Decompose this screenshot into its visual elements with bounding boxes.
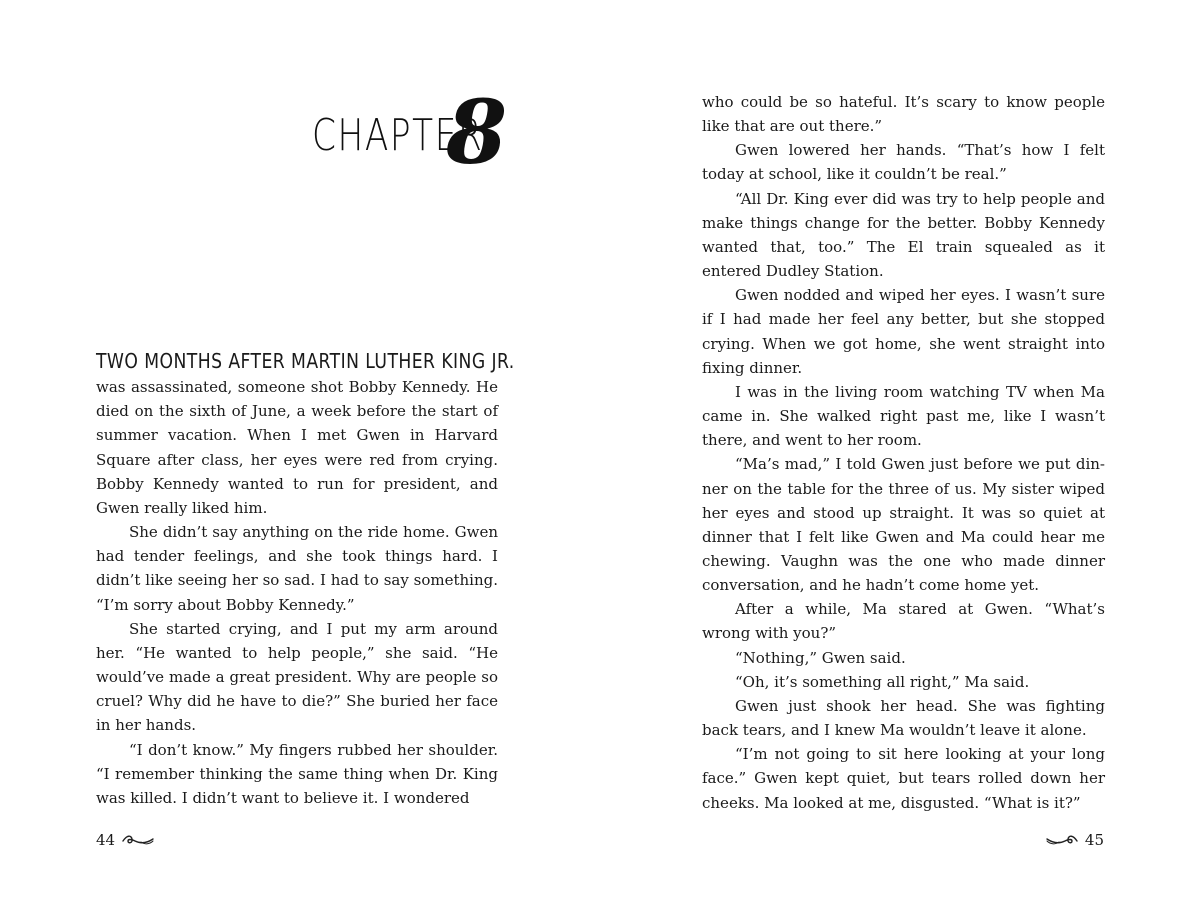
paragraph: I was in the living room watching TV when Ma came in. She walked right past me, like I wasn’t there, and went to her room. (702, 382, 1105, 450)
paragraph: Gwen nodded and wiped her eyes. I wasn’t sure if I had made her feel any better, but she stopped crying. When we got home, she went straight into fixing dinner. (702, 286, 1105, 377)
page-number: 45 (1084, 831, 1104, 849)
paragraph: “Nothing,” Gwen said. (735, 648, 906, 667)
paragraph: Gwen lowered her hands. “That’s how I felt today at school, like it couldn’t be real.” (702, 141, 1105, 184)
flourish-ornament-icon (1045, 833, 1079, 847)
paragraph: “I’m not going to sit here looking at your long face.” Gwen kept quiet, but tears rolled down her cheeks. Ma looked at me, disgusted. “What is it?” (702, 745, 1105, 812)
chapter-lead-in: TWO MONTHS AFTER MARTIN LUTHER KING JR. (96, 349, 515, 373)
page-number-left (96, 828, 155, 852)
paragraph: She didn’t say anything on the ride home. Gwen had tender feelings, and she took things hard. I didn’t like seeing her so sad. I had to say something. “I’m sorry about Bobby Kennedy.” (96, 523, 498, 614)
continued-paragraph: who could be so hateful. It’s scary to know people like that are out there.” (702, 93, 1105, 136)
paragraph: She started crying, and I put my arm around her. “He wanted to help people,” she said. “He would’ve made a great president. Why are people so cruel? Why did he have to die?” She buried her face in her hands. (96, 619, 498, 735)
chapter-heading (300, 80, 510, 184)
paragraph: “Ma’s mad,” I told Gwen just before we put dinner on the table for the three of us. My sister wiped her eyes and stood up straight. It was so quiet at dinner that I felt like Gwen and Ma could hear me chewing. Vaughn was the one who made dinner conversation, and he hadn’t come home yet. (702, 455, 1105, 595)
right-page-text (702, 90, 1105, 815)
paragraph: Gwen just shook her head. She was fighting back tears, and I knew Ma wouldn’t leave it alone. (702, 696, 1105, 740)
flourish-ornament-icon (121, 833, 155, 847)
paragraph: After a while, Ma stared at Gwen. “What’s wrong with you?” (702, 600, 1105, 643)
page-number: 44 (96, 831, 116, 849)
paragraph: “Oh, it’s something all right,” Ma said. (735, 672, 1030, 691)
right-page (600, 0, 1200, 900)
chapter-label: CHAPTER (312, 110, 484, 161)
opening-paragraph (96, 349, 515, 520)
paragraph: “All Dr. King ever did was try to help people and make things change for the better. Bobby Kennedy wanted that, too.” The El train squealed as it entered Dudley Station. (702, 189, 1105, 281)
paragraph-text: was assassinated, someone shot Bobby Kennedy. He died on the sixth of June, a week before the start of summer vacation. When I met Gwen in Harvard Square after class, her eyes were red from crying. Bobby Kennedy wanted to run for president, and Gwen really liked him. (96, 378, 498, 517)
page-number-right (1045, 828, 1104, 852)
chapter-number: 8 (446, 80, 508, 184)
paragraph: “I don’t know.” My fingers rubbed her shoulder. “I remember thinking the same thing when Dr. King was killed. I didn’t want to believe it. I wondered (96, 740, 498, 807)
left-page-text (96, 349, 515, 810)
